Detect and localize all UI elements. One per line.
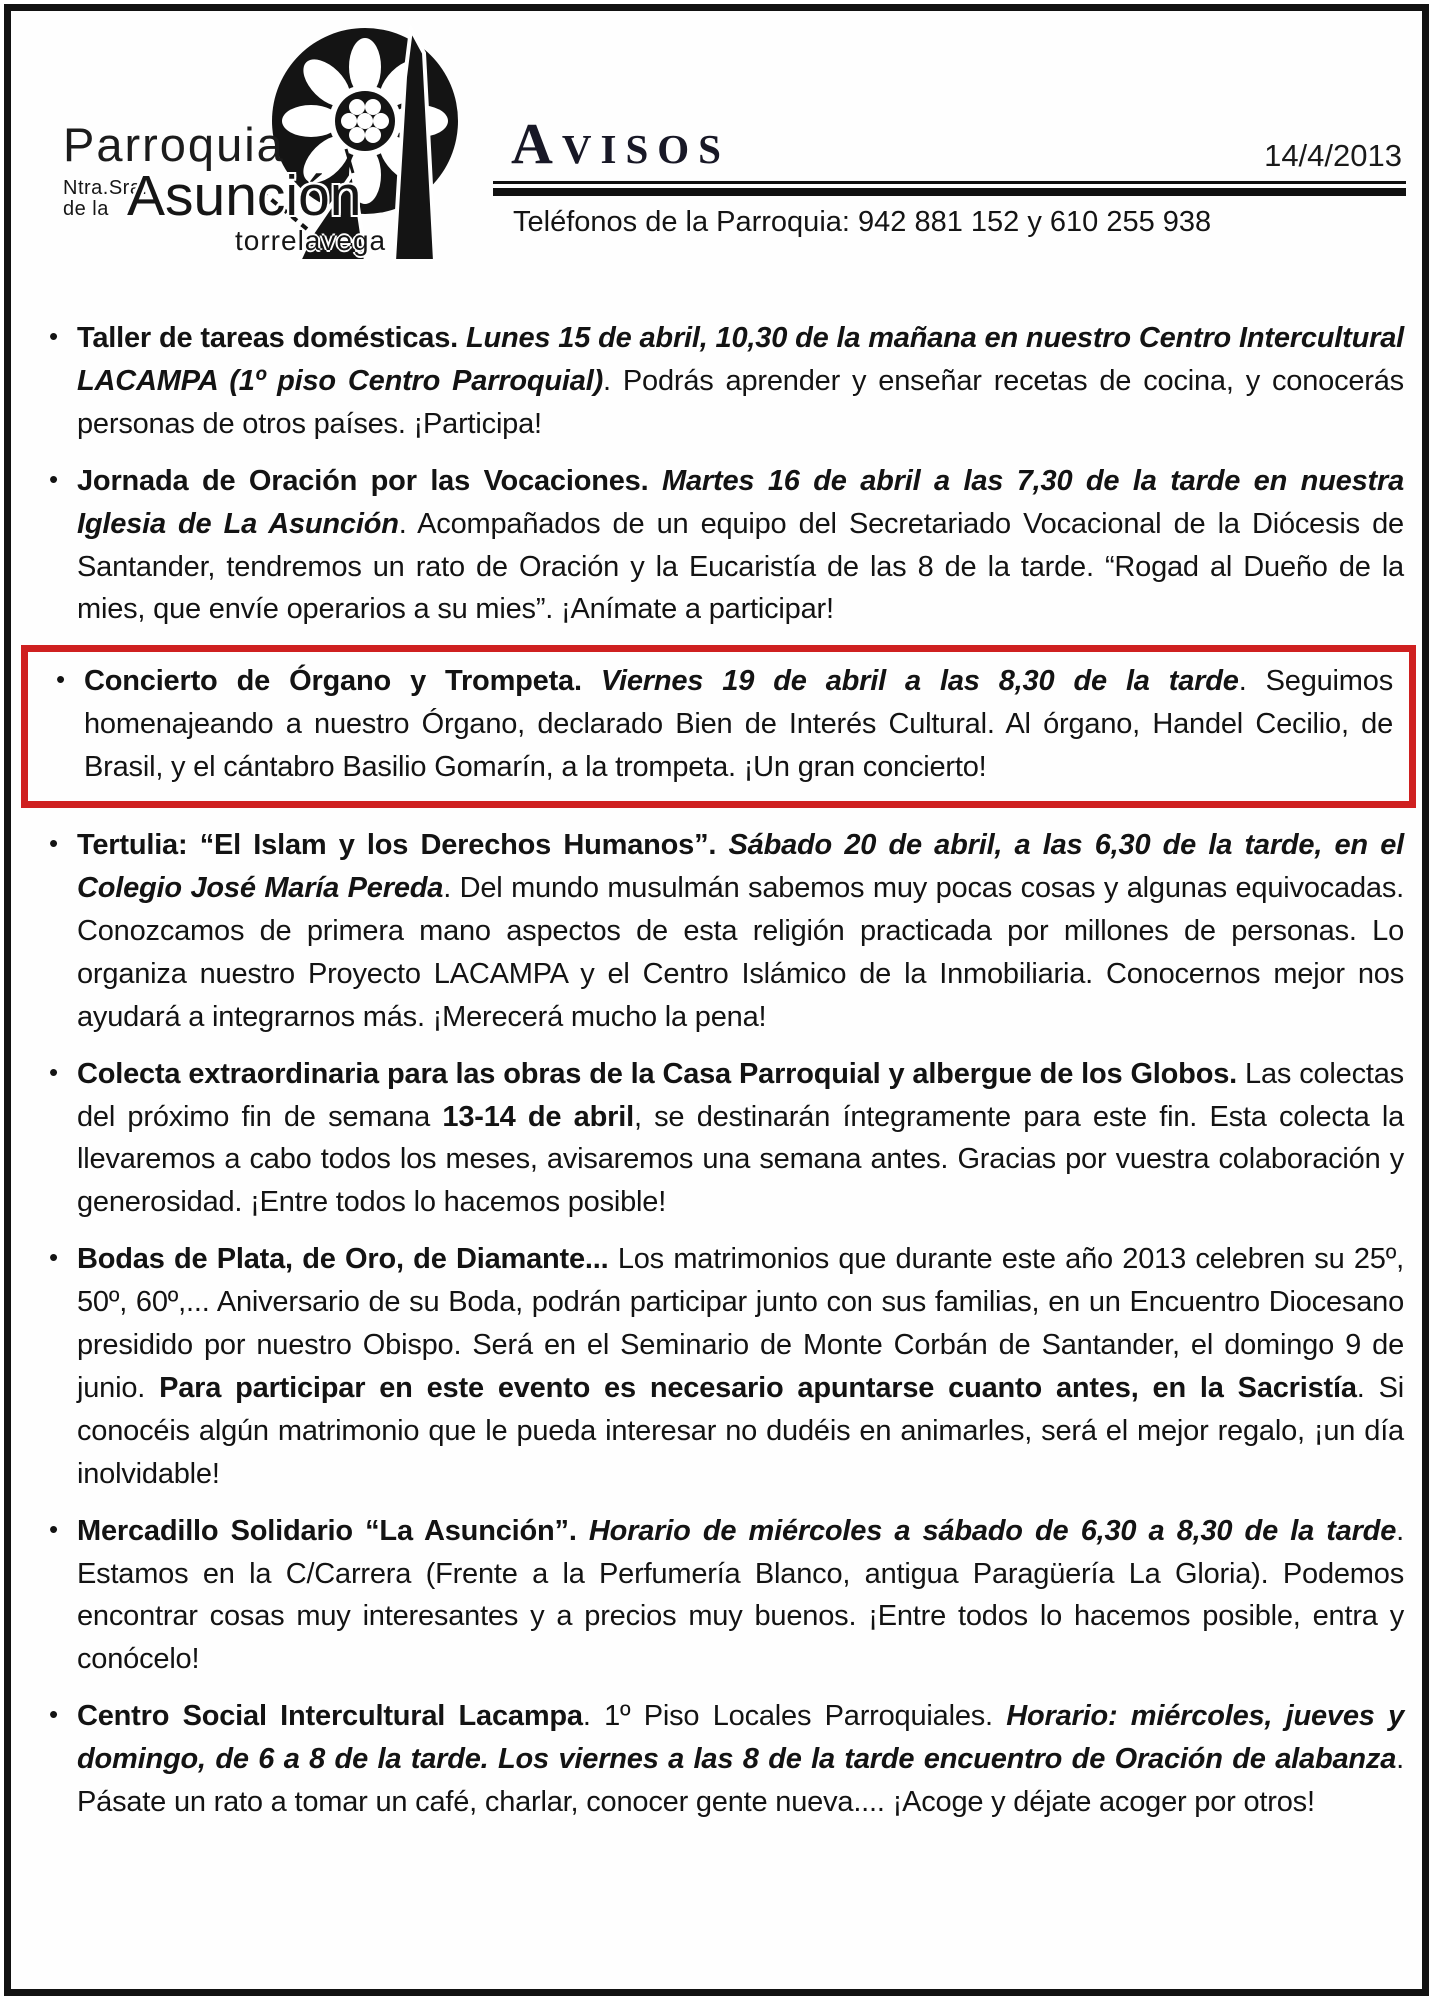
text-segment: Las colectas del próximo fin de semana bbox=[77, 1057, 1404, 1133]
text-segment: Tertulia: “El Islam y los Derechos Humanos”. bbox=[77, 829, 729, 862]
issue-date: 14/4/2013 bbox=[1264, 137, 1402, 173]
text-segment: Jornada de Oración por las Vocaciones. bbox=[77, 464, 663, 497]
list-item bbox=[41, 1238, 1404, 1495]
text-segment: . Del mundo musulmán sabemos muy pocas cosas y algunas equivocadas. Conozcamos de primera mano aspectos de esta religión practicada por millones de personas. Lo organiza nuestro Proyecto LACAMPA y el Centro Islámico de la Inmobiliaria. Conocernos mejor nos ayudará a integrarnos más. ¡Merecerá mucho la pena! bbox=[77, 871, 1404, 1033]
text-segment: . Seguimos homenajeando a nuestro Órgano, declarado Bien de Interés Cultural. Al órgano, Handel Cecilio, de Brasil, y el cántabro Basilio Gomarín, a la trompeta. ¡Un gran concierto! bbox=[84, 665, 1393, 784]
bullet-dot: • bbox=[49, 1699, 58, 1730]
bullet-dot: • bbox=[49, 321, 58, 351]
bullet-text bbox=[77, 322, 1404, 440]
scanned-bulletin-page bbox=[4, 4, 1429, 1996]
logo-word-de-la: de la bbox=[63, 198, 109, 220]
text-segment: 13-14 de abril bbox=[442, 1100, 634, 1133]
bullet-text bbox=[77, 1515, 1404, 1676]
text-segment: Para participar en este evento es necesario apuntarse cuanto antes, en la Sacristía bbox=[159, 1371, 1357, 1404]
logo-word-asuncion: Asunción bbox=[127, 164, 362, 228]
bullet-text bbox=[84, 665, 1393, 783]
list-item bbox=[41, 824, 1404, 1039]
page-title: Avisos bbox=[511, 111, 730, 176]
text-segment: Los matrimonios que durante este año 2013 celebren su 25º, 50º, 60º,... Aniversario de su Boda, podrán participar junto con sus familias, en un Encuentro Diocesano presidido por nuestro Obispo. Será en el Seminario de Monte Corbán de Santander, el domingo 9 de junio. bbox=[77, 1243, 1404, 1404]
phones-line: Teléfonos de la Parroquia: 942 881 152 y 610 255 938 bbox=[513, 206, 1212, 238]
bullet-text bbox=[77, 829, 1404, 1033]
bullet-text bbox=[77, 465, 1404, 626]
header-right bbox=[493, 21, 1406, 239]
list-item-highlighted bbox=[21, 645, 1416, 808]
logo-word-torrelavega: torrelavega bbox=[235, 225, 387, 256]
text-segment: Bodas de Plata, de Oro, de Diamante... bbox=[77, 1243, 618, 1276]
text-segment: Horario de miércoles a sábado de 6,30 a 8,30 de la tarde bbox=[588, 1514, 1397, 1547]
text-segment: . Acompañados de un equipo del Secretariado Vocacional de la Diócesis de Santander, tendremos un rato de Oración y la Eucaristía de las 8 de la tarde. “Rogad al Dueño de la mies, que envíe operarios a su mies”. ¡Anímate a participar! bbox=[77, 507, 1404, 626]
logo-word-ntra-sra: Ntra.Sra. bbox=[63, 177, 148, 199]
header-rule bbox=[493, 181, 1406, 196]
text-segment: . Podrás aprender y enseñar recetas de cocina, y conocerás personas de otros países. ¡Participa! bbox=[77, 364, 1404, 440]
list-item bbox=[41, 460, 1404, 632]
bullet-dot: • bbox=[56, 664, 65, 695]
bullet-dot: • bbox=[49, 828, 58, 859]
parish-logo bbox=[41, 21, 493, 271]
text-segment: Taller de tareas domésticas. bbox=[77, 322, 466, 354]
text-segment: Concierto de Órgano y Trompeta. bbox=[84, 665, 601, 698]
bulletin-list bbox=[41, 317, 1404, 1824]
text-segment: . Estamos en la C/Carrera (Frente a la Perfumería Blanco, antigua Paragüería La Gloria). Podemos encontrar cosas muy interesantes y a precios muy buenos. ¡Entre todos lo hacemos posible, entra y conócelo! bbox=[77, 1514, 1404, 1676]
text-segment: Martes 16 de abril a las 7,30 de la tarde en nuestra Iglesia de La Asunción bbox=[77, 464, 1405, 540]
title-row bbox=[493, 111, 1406, 176]
text-segment: Centro Social Intercultural Lacampa bbox=[77, 1700, 583, 1733]
text-segment: Mercadillo Solidario “La Asunción”. bbox=[77, 1514, 589, 1547]
list-item bbox=[41, 1510, 1404, 1682]
text-segment: . Pásate un rato a tomar un café, charlar, conocer gente nueva.... ¡Acoge y déjate acoger por otros! bbox=[77, 1743, 1404, 1819]
bullet-dot: • bbox=[49, 1513, 58, 1544]
list-item bbox=[41, 1695, 1404, 1824]
text-segment: . 1º Piso Locales Parroquiales. bbox=[582, 1700, 1007, 1733]
text-segment: Horario: miércoles, jueves y domingo, de 6 a 8 de la tarde. Los viernes a las 8 de la tarde encuentro de Oración de alabanza bbox=[77, 1700, 1405, 1776]
list-item bbox=[41, 1053, 1404, 1225]
text-segment: Lunes 15 de abril, 10,30 de la mañana en nuestro Centro Intercultural LACAMPA (1º piso Centro Parroquial) bbox=[77, 322, 1405, 397]
bullet-text bbox=[77, 1058, 1404, 1219]
text-segment: . Si conocéis algún matrimonio que le pueda interesar no dudéis en animarles, será el mejor regalo, ¡un día inolvidable! bbox=[77, 1371, 1404, 1490]
bullet-text bbox=[77, 1243, 1404, 1490]
bullet-dot: • bbox=[49, 1242, 58, 1273]
header bbox=[41, 21, 1406, 271]
text-segment: Colecta extraordinaria para las obras de la Casa Parroquial y albergue de los Globos. bbox=[77, 1057, 1246, 1090]
text-segment: , se destinarán íntegramente para este fin. Esta colecta la llevaremos a cabo todos los meses, avisaremos una semana antes. Gracias por vuestra colaboración y generosidad. ¡Entre todos lo hacemos posible! bbox=[77, 1100, 1405, 1219]
list-item bbox=[41, 317, 1404, 446]
bullet-text bbox=[77, 1700, 1404, 1818]
text-segment: Sábado 20 de abril, a las 6,30 de la tarde, en el Colegio José María Pereda bbox=[77, 829, 1404, 904]
text-segment: Viernes 19 de abril a las 8,30 de la tarde bbox=[600, 665, 1239, 698]
logo-word-parroquia: Parroquia bbox=[63, 118, 285, 171]
bullet-dot: • bbox=[49, 463, 58, 494]
bullet-dot: • bbox=[49, 1056, 58, 1087]
bulletin-body bbox=[41, 317, 1406, 1824]
